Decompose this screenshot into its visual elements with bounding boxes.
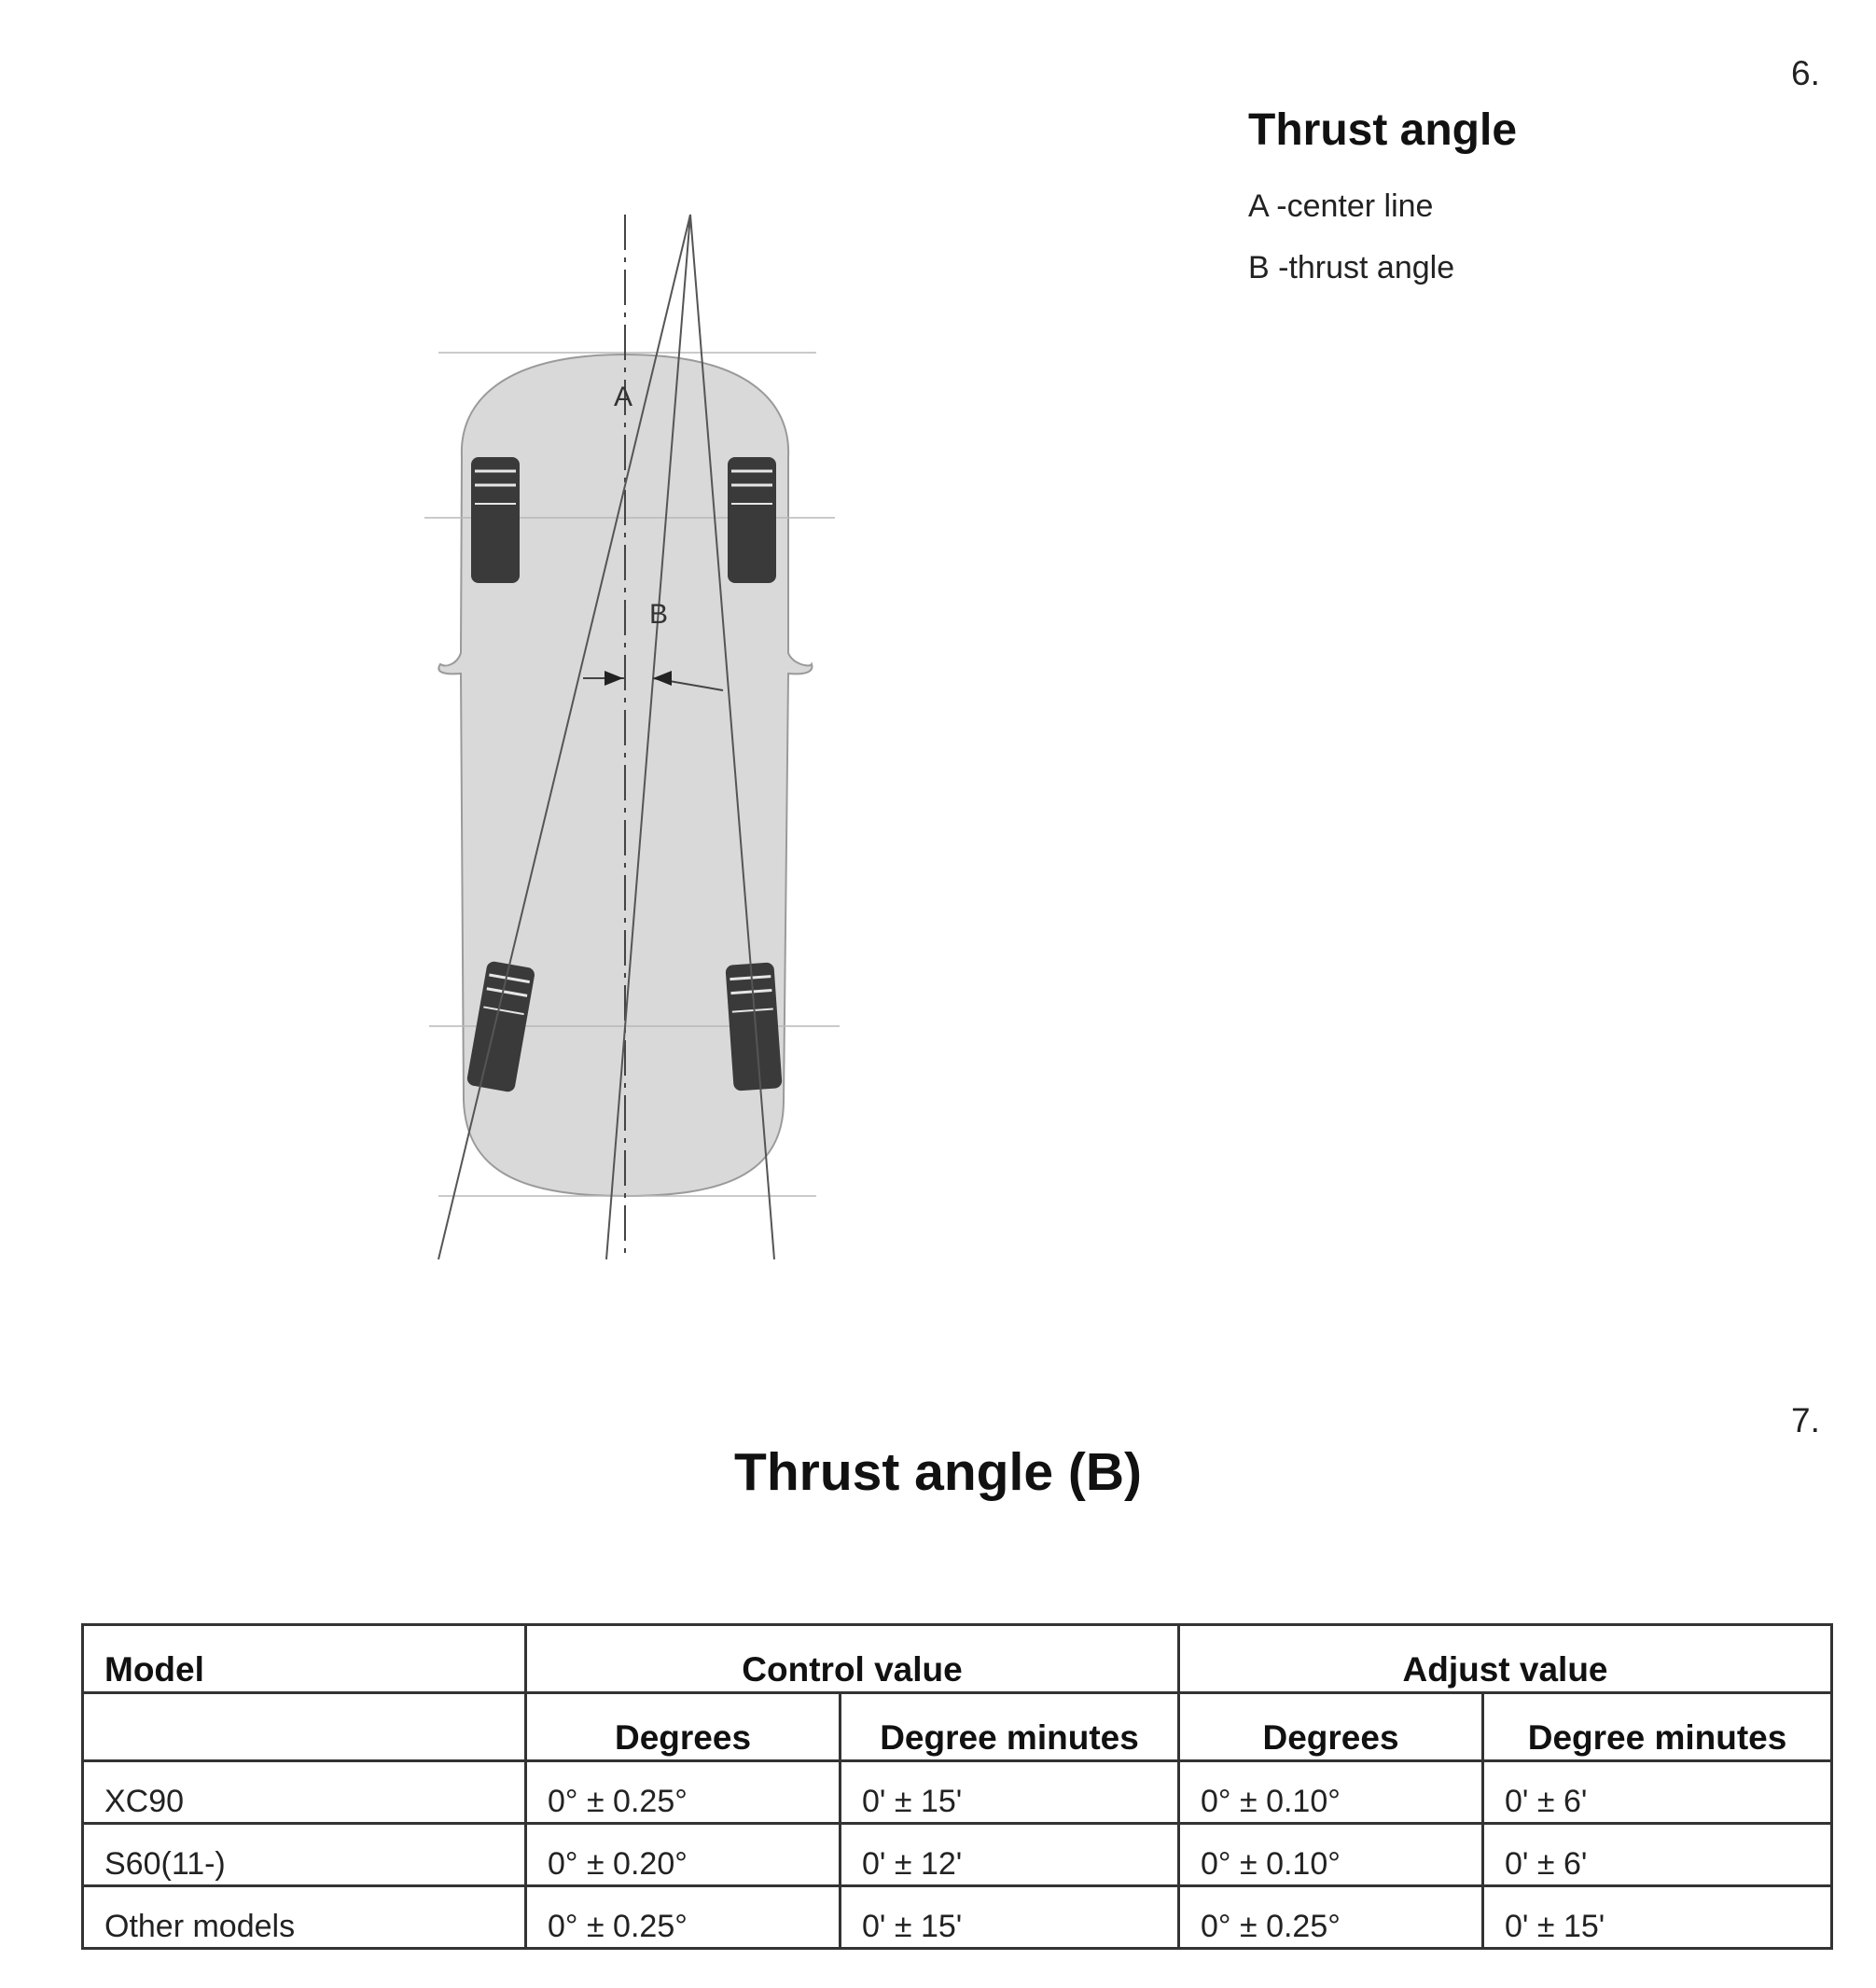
header-control-minutes: Degree minutes <box>841 1693 1179 1761</box>
cell-control-degrees: 0° ± 0.25° <box>526 1886 841 1949</box>
legend-item-a: A -center line <box>1248 188 1434 224</box>
thrust-angle-table <box>81 1623 1833 1950</box>
header-adjust-degrees: Degrees <box>1179 1693 1483 1761</box>
cell-model: S60(11-) <box>83 1824 526 1886</box>
table-row <box>83 1824 1832 1886</box>
cell-control-degrees: 0° ± 0.20° <box>526 1824 841 1886</box>
front-right-wheel <box>728 457 776 583</box>
header-adjust-value: Adjust value <box>1179 1625 1832 1693</box>
cell-model: Other models <box>83 1886 526 1949</box>
cell-adjust-minutes: 0' ± 6' <box>1483 1824 1832 1886</box>
step-number-7: 7. <box>1791 1401 1820 1439</box>
rear-right-wheel <box>725 962 782 1091</box>
cell-control-minutes: 0' ± 12' <box>841 1824 1179 1886</box>
header-adjust-minutes: Degree minutes <box>1483 1693 1832 1761</box>
step-number-6: 6. <box>1791 54 1820 92</box>
header-control-degrees: Degrees <box>526 1693 841 1761</box>
table-header-row-2 <box>83 1693 1832 1761</box>
label-a: A <box>614 382 633 412</box>
cell-model: XC90 <box>83 1761 526 1824</box>
label-b: B <box>649 599 669 630</box>
cell-control-minutes: 0' ± 15' <box>841 1886 1179 1949</box>
thrust-angle-diagram <box>410 205 858 1278</box>
cell-adjust-minutes: 0' ± 6' <box>1483 1761 1832 1824</box>
table-row <box>83 1886 1832 1949</box>
header-model: Model <box>83 1625 526 1693</box>
cell-control-degrees: 0° ± 0.25° <box>526 1761 841 1824</box>
cell-adjust-degrees: 0° ± 0.10° <box>1179 1761 1483 1824</box>
section-title: Thrust angle <box>1248 105 1518 155</box>
table-row <box>83 1761 1832 1824</box>
header-blank <box>83 1693 526 1761</box>
cell-adjust-minutes: 0' ± 15' <box>1483 1886 1832 1949</box>
cell-control-minutes: 0' ± 15' <box>841 1761 1179 1824</box>
legend-item-b: B -thrust angle <box>1248 250 1455 285</box>
table-title: Thrust angle (B) <box>734 1442 1142 1502</box>
front-left-wheel <box>471 457 520 583</box>
cell-adjust-degrees: 0° ± 0.25° <box>1179 1886 1483 1949</box>
header-control-value: Control value <box>526 1625 1179 1693</box>
cell-adjust-degrees: 0° ± 0.10° <box>1179 1824 1483 1886</box>
table-header-row-1 <box>83 1625 1832 1693</box>
